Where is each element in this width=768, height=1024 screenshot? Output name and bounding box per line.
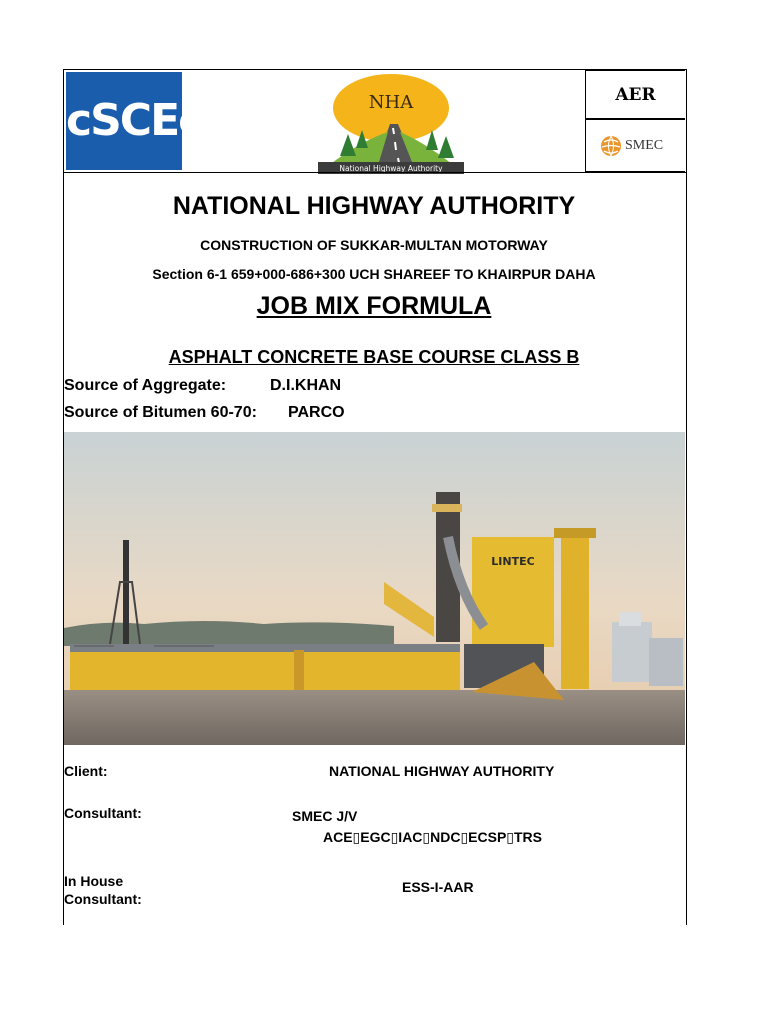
aer-logo <box>585 70 685 120</box>
lintec-plant-label: LINTEC <box>491 555 535 568</box>
smec-logo-text: SMEC <box>625 138 664 153</box>
in-house-label-line-2: Consultant: <box>64 891 142 907</box>
cscec-logo-text: cSCEc <box>66 95 203 146</box>
project-title: CONSTRUCTION OF SUKKAR-MULTAN MOTORWAY <box>200 237 548 253</box>
consultant-members: ACE▯EGC▯IAC▯NDC▯ECSP▯TRS <box>323 829 542 845</box>
aggregate-source-label: Source of Aggregate: <box>64 377 227 394</box>
asphalt-plant-photo <box>64 432 685 745</box>
cscec-logo <box>66 72 203 170</box>
aggregate-source-value: D.I.KHAN <box>270 377 342 394</box>
aer-logo-text: AER <box>615 85 656 105</box>
document-title: JOB MIX FORMULA <box>256 292 492 320</box>
nha-logo-text: NHA <box>368 92 414 113</box>
smec-globe-icon <box>600 135 622 157</box>
course-title: ASPHALT CONCRETE BASE COURSE CLASS B <box>168 347 580 367</box>
consultant-label: Consultant: <box>64 805 142 821</box>
client-label: Client: <box>64 763 108 779</box>
nha-logo <box>318 72 464 174</box>
in-house-label-line-1: In House <box>64 873 124 889</box>
client-value: NATIONAL HIGHWAY AUTHORITY <box>329 763 555 779</box>
authority-title: NATIONAL HIGHWAY AUTHORITY <box>172 192 576 220</box>
nha-logo-caption: National Highway Authority <box>339 164 443 173</box>
in-house-consultant-value: ESS-I-AAR <box>402 879 474 895</box>
smec-logo <box>585 118 685 172</box>
bitumen-source-value: PARCO <box>288 404 345 421</box>
bitumen-source-label: Source of Bitumen 60-70: <box>64 404 257 421</box>
header-divider <box>63 172 686 173</box>
consultant-value: SMEC J/V <box>292 808 358 824</box>
section-title: Section 6-1 659+000-686+300 UCH SHAREEF TO KHAIRPUR DAHA <box>152 266 596 282</box>
